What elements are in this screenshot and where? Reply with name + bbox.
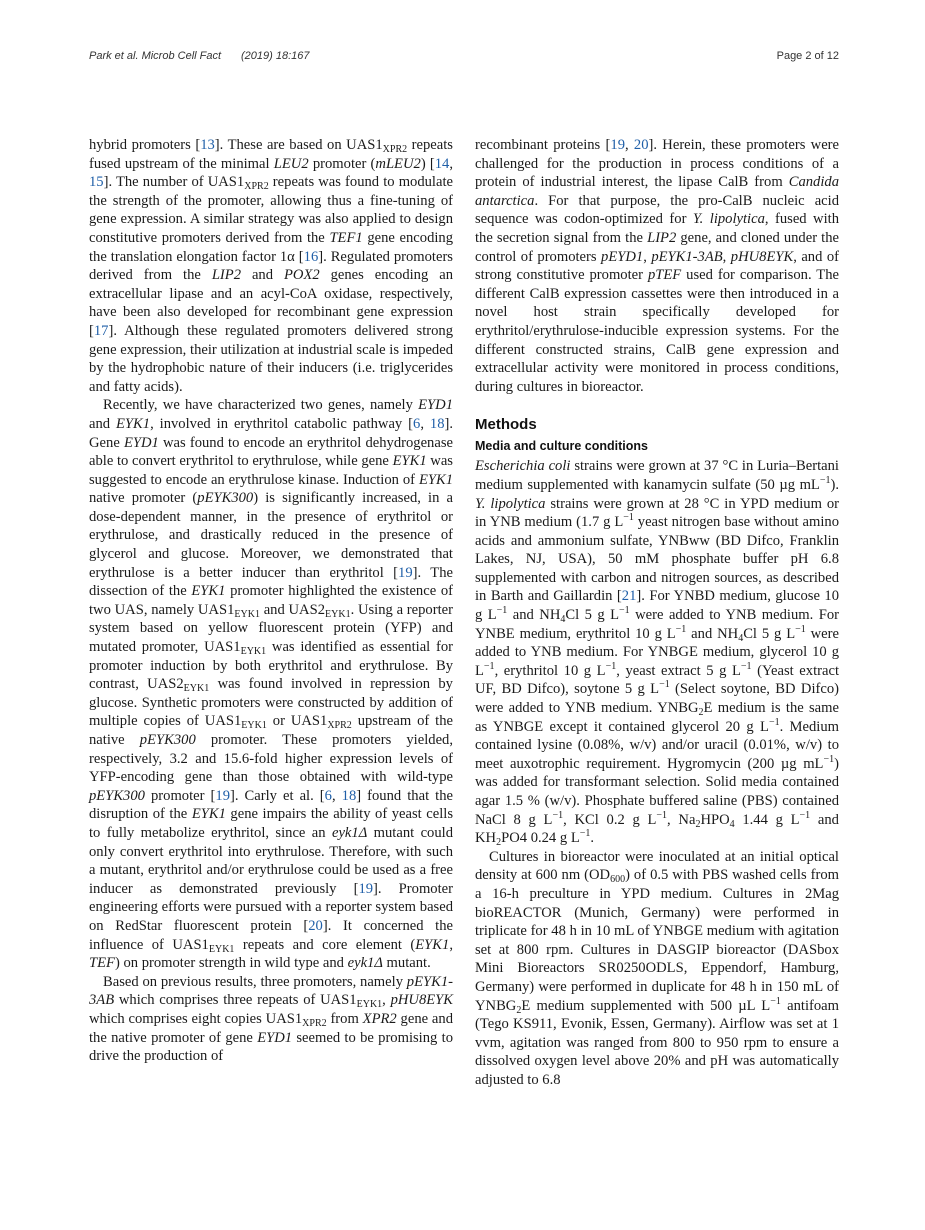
citation-link[interactable]: 21 <box>621 588 637 605</box>
citation-link[interactable]: 19 <box>215 787 230 804</box>
citation-link[interactable]: 15 <box>89 174 104 191</box>
paragraph-eyd1-eyk1: Recently, we have characterized two genes, namely EYD1 and EYK1, involved in erythritol catabolic pathway [6, 18]. Gene EYD1 was found to encode an erythritol dehydrogenase able to convert erythritol to erythrulose, while gene EYK1 was suggested to encode an erythrulose kinase. Induction of EYK1 native promoter (pEYK300) is significantly increased, in a dose-dependent manner, in the presence of erythritol or erythrulose, and drastically reduced in the presence of glycerol and glucose. Moreover, we demonstrated that erythrulose is a better inducer than erythritol [19]. The dissection of the EYK1 promoter highlighted the existence of two UAS, namely $UAS1_{EYK1}$ and $UAS2_{EYK1}$. Using a reporter system based on yellow fluorescent protein (YFP) and mutated promoter, $UAS1_{EYK1}$ was identified as essential for promoter induction by both erythritol and erythrulose. By contrast, $UAS2_{EYK1}$ was found involved in repression by glucose. Synthetic promoters were constructed by addition of multiple copies of $UAS1_{EYK1}$ or $UAS1_{XPR2}$ upstream of the native pEYK300 promoter. These promoters yielded, respectively, 3.2 and 15.6-fold higher expression levels of YFP-encoding gene than those obtained with wild-type pEYK300 promoter [19]. Carly et al. [6, 18] found that the disruption of the EYK1 gene impairs the ability of yeast cells to fully metabolize erythritol, since an eyk1Δ mutant could only convert erythritol into erythrulose. Therefore, with such a mutant, erythritol and/or erythrulose could be used as a free inducer as demonstrated previously [19]. Promoter engineering efforts were pursued with a reporter system based on RedStar fluorescent protein [20]. It concerned the influence of $UAS1_{EYK1}$ repeats and core element (EYK1, TEF) on promoter strength in wild type and eyk1Δ mutant. <box>89 397 454 972</box>
journal-citation: Park et al. Microb Cell Fact <box>89 50 222 62</box>
paragraph-hybrid-promoters: hybrid promoters [13]. These are based on $UAS1_{XPR2}$ repeats fused upstream of the minimal LEU2 promoter (mLEU2) [14, 15]. The number of $UAS1_{XPR2}$ repeats was found to modulate the strength of the promoter, allowing thus a fine-tuning of gene expression. A similar strategy was also applied to design constitutive promoters derived from the TEF1 gene encoding the translation elongation factor 1α [16]. Regulated promoters derived from the LIP2 and POX2 genes encoding an extracellular lipase and an acyl-CoA oxidase, respectively, have been also developed for recombinant gene expression [17]. Although these regulated promoters delivered strong gene expression, their utilization at industrial scale is impeded by the hydrophobic nature of their inducers (i.e. triglycerides and fatty acids). <box>89 137 454 395</box>
citation-link[interactable]: 20 <box>308 917 323 934</box>
paragraph-recombinant-proteins: recombinant proteins [19, 20]. Herein, these promoters were challenged for the production in process conditions of a protein of industrial interest, the lipase CalB from Candida antarctica. For that purpose, the pro-CalB nucleic acid sequence was codon-optimized for Y. lipolytica, fused with the secretion signal from the LIP2 gene, and cloned under the control of promoters pEYD1, pEYK1-3AB, pHU8EYK, and of strong constitutive promoter pTEF used for comparison. The different CalB expression cassettes were then introduced in a novel host strain specifically developed for erythritol/erythrulose-inducible expression systems. For the different constructed strains, CalB gene expression and extracellular activity were monitored in process conditions, during cultures in bioreactor. <box>475 137 840 395</box>
running-header <box>89 50 839 68</box>
citation-link[interactable]: 6 <box>413 415 421 432</box>
methods-heading: Methods <box>475 416 537 434</box>
left-column <box>89 136 453 1066</box>
journal-volume: (2019) 18:167 <box>241 50 310 62</box>
paragraph-bioreactor: Cultures in bioreactor were inoculated at an initial optical density at 600 nm $(OD_{600})$ of 0.5 with PBS washed cells from a 16-h preculture in YPD medium. Cultures in 2Mag bioREACTOR (Munich, Germany) were performed in triplicate for 48 h in 10 mL of YNBGE medium with agitation set at 800 rpm. Cultures in DASGIP bioreactor (DASbox Mini Bioreactors SR0250ODLS, Eppendorf, Hamburg, Germany) were performed in duplicate for 48 h in 150 mL of $YNBG_2E$ medium supplemented with 500 µL $L^{-1}$ antifoam (Tego KS911, Evonik, Essen, Germany). Airflow was set at 1 vvm, agitation was ranged from 800 to 950 rpm to ensure a dissolved oxygen level above 20% and pH was automatically adjusted to 6.8 <box>475 848 839 1088</box>
citation-link[interactable]: 20 <box>633 137 649 153</box>
paragraph-media: Escherichia coli strains were grown at 37 °C in Luria–Bertani medium supplemented with kanamycin sulfate (50 µg $mL^{-1}$). Y. lipolytica strains were grown at 28 °C in YPD medium or in YNB medium (1.7 g $L^{-1}$ yeast nitrogen base without amino acids and ammonium sulfate, YNBww (BD Difco, Franklin Lakes, NJ, USA), 50 mM phosphate buffer pH 6.8 supplemented with carbon and nitrogen sources, as described in Barth and Gaillardin [21]. For YNBD medium, glucose 10 g $L^{-1}$ and $NH_4Cl$ 5 g $L^{-1}$ were added to YNB medium. For YNBE medium, erythritol 10 g $L^{-1}$ and $NH_4Cl$ 5 g $L^{-1}$ were added to YNB medium. For YNBGE medium, glycerol 10 g $L^{-1}$, erythritol 10 g $L^{-1}$, yeast extract 5 g $L^{-1}$ (Yeast extract UF, BD Difco), soytone 5 g $L^{-1}$ (Select soytone, BD Difco) were added to YNB medium. $YNBG_2E$ medium is the same as YNBGE except it contained glycerol 20 g $L^{-1}$. Medium contained lysine (0.08%, w/v) and/or uracil (0.01%, w/v) to meet auxotrophic requirement. Hygromycin (200 µg $mL^{-1}$) was added for transformant selection. Solid media contained agar 1.5 % (w/v). Phosphate buffered saline (PBS) contained NaCl 8 g $L^{-1}$, KCl 0.2 g $L^{-1}$, $Na_2HPO_4$ 1.44 g $L^{-1}$ and $KH_2PO4$ 0.24 g $L^{-1}$. <box>475 458 840 849</box>
page-number: Page 2 of 12 <box>776 50 839 62</box>
citation-link[interactable]: 19 <box>398 564 413 581</box>
citation-link[interactable]: 6 <box>324 787 332 804</box>
citation-link[interactable]: 16 <box>303 248 319 265</box>
right-column <box>475 136 839 1090</box>
citation-link[interactable]: 19 <box>610 137 625 153</box>
citation-link[interactable]: 19 <box>358 880 374 897</box>
citation-link[interactable]: 13 <box>200 137 215 153</box>
citation-link[interactable]: 18 <box>341 787 357 804</box>
citation-link[interactable]: 18 <box>429 415 445 432</box>
citation-link[interactable]: 14 <box>434 155 450 172</box>
media-culture-heading: Media and culture conditions <box>475 439 648 454</box>
citation-link[interactable]: 17 <box>93 322 109 339</box>
paragraph-previous-results: Based on previous results, three promoters, namely pEYK1-3AB which comprises three repeats of $UAS1_{EYK1}$, pHU8EYK which comprises eight copies $UAS1_{XPR2}$ from XPR2 gene and the native promoter of gene EYD1 seemed to be promising to drive the production of <box>89 973 454 1065</box>
